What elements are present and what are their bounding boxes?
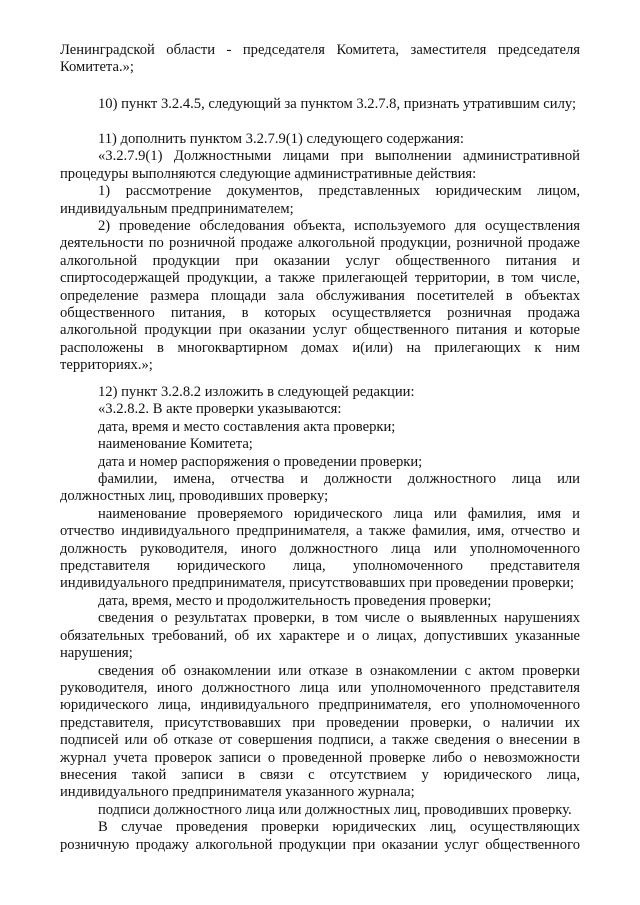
paragraph-text: 2) проведение обследования объекта, используемого для осуществления деятельности по розничной продаже алкогольной продукции, розничной продаже алкогольной продукции при оказании услуг общественного питания и спиртосодержащей продукции, а также прилегающей территории, в том числе, определение размера площади зала обслуживания посетителей в объектах общественного питания, в которых осуществляется розничная продажа алкогольной продукции при оказании услуг общественного питания и которые расположены в многоквартирном домах и(или) на прилегающих к ним территориях.»; xyxy=(60,218,580,374)
paragraph-text: фамилии, имена, отчества и должности должностного лица или должностных лиц, проводивших проверку; xyxy=(60,471,580,505)
paragraph-text: подписи должностного лица или должностных лиц, проводивших проверку. xyxy=(98,801,572,818)
paragraph-text: сведения об ознакомлении или отказе в ознакомлении с актом проверки руководителя, иного должностного лица или уполномоченного представителя юридического лица, индивидуального предпринимателя, его уполномоченного представителя, присутствовавших при проведении проверки, о наличии их подписей или об отказе от совершения подписи, а также сведения о внесении в журнал учета проверок записи о проведенной проверке либо о невозможности внесения такой записи в связи с отсутствием у юридического лица, индивидуального предпринимателя указанного журнала; xyxy=(60,662,580,801)
paragraph-12 xyxy=(60,384,580,854)
paragraph-text: 10) пункт 3.2.4.5, следующий за пунктом 3.2.7.8, признать утратившим силу; xyxy=(98,96,577,112)
paragraph-3 xyxy=(60,131,580,375)
paragraph-text: наименование Комитета; xyxy=(98,436,253,453)
paragraph-text: Ленинградской области - председателя Комитета, заместителя председателя Комитета.»; xyxy=(60,42,580,76)
paragraph-text: В случае проведения проверки юридических лиц, осуществляющих розничную продажу алкогольной продукции при оказании услуг общественного xyxy=(60,819,580,853)
paragraph-text: «3.2.7.9(1) Должностными лицами при выполнении административной процедуры выполняются следующие административные действия: xyxy=(60,148,580,182)
paragraph-text: дата и номер распоряжения о проведении проверки; xyxy=(98,453,423,470)
paragraph-2 xyxy=(60,96,580,113)
paragraph-text: дата, время, место и продолжительность проведения проверки; xyxy=(98,592,492,609)
paragraph-text: 11) дополнить пунктом 3.2.7.9(1) следующего содержания: xyxy=(98,131,464,147)
paragraph-text: дата, время и место составления акта проверки; xyxy=(98,418,396,435)
paragraph-1 xyxy=(60,42,580,77)
paragraph-text: «3.2.8.2. В акте проверки указываются: xyxy=(98,401,342,418)
paragraph-text: наименование проверяемого юридического лица или фамилия, имя и отчество индивидуального предпринимателя, а также фамилия, имя, отчество и должность руководителя, иного должностного лица или уполномоченного представителя юридического лица, уполномоченного представителя индивидуального предпринимателя, присутствовавших при проведении проверки; xyxy=(60,505,580,592)
paragraph-text: сведения о результатах проверки, в том числе о выявленных нарушениях обязательных требований, об их характере и о лицах, допустивших указанные нарушения; xyxy=(60,610,580,662)
paragraph-text: 1) рассмотрение документов, представленных юридическим лицом, индивидуальным предпринимателем; xyxy=(60,183,580,217)
paragraph-text: 12) пункт 3.2.8.2 изложить в следующей редакции: xyxy=(98,384,415,400)
